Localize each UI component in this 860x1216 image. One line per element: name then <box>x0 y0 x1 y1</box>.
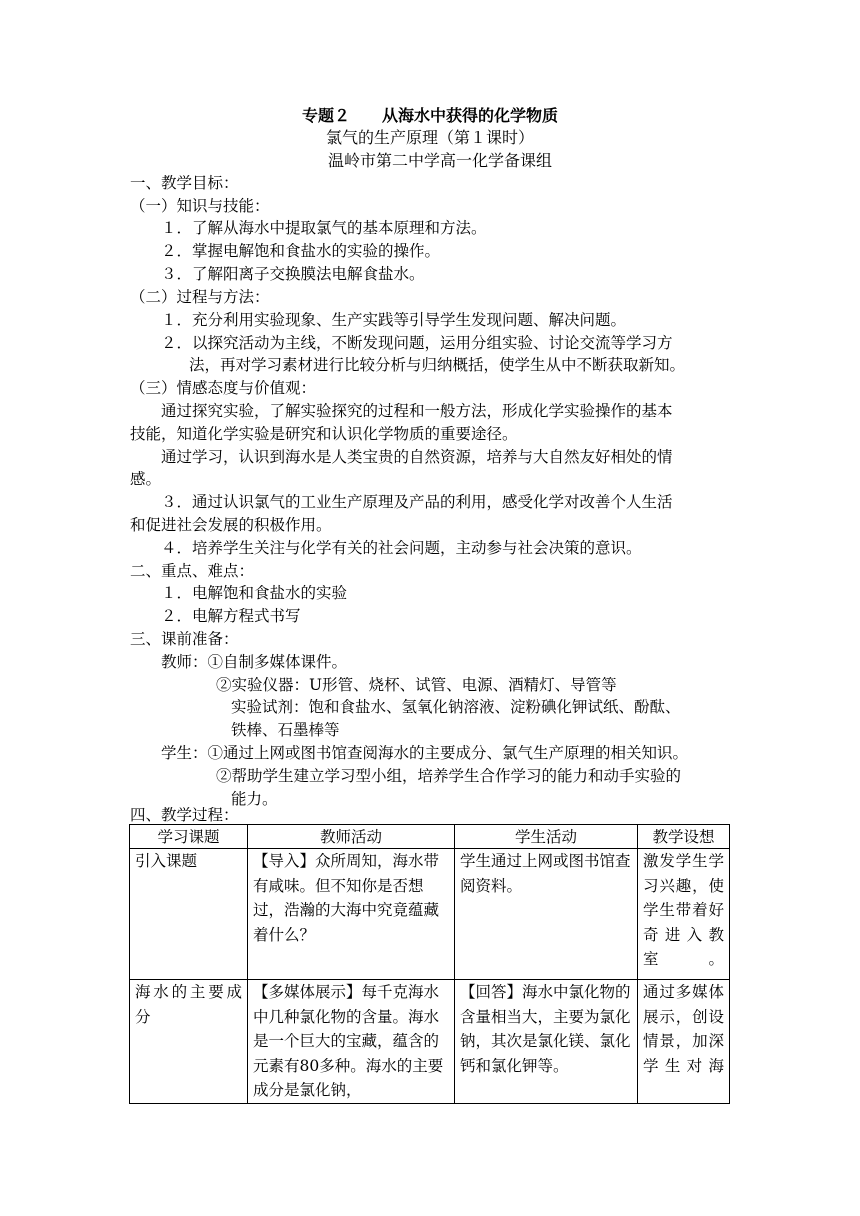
cell-teacher: 【导入】众所周知，海水带有咸味。但不知你是否想过，浩瀚的大海中究竟蕴藏着什么？ <box>248 849 455 980</box>
cell-design: 通过多媒体展示，创设情景，加深学生对海 <box>638 980 730 1104</box>
lesson-subtitle: 氯气的生产原理（第１课时） <box>325 128 534 147</box>
knowledge-item: １．了解从海水中提取氯气的基本原理和方法。 <box>161 219 487 237</box>
student-prep: ②帮助学生建立学习型小组，培养学生合作学习的能力和动手实验的 <box>216 767 682 785</box>
section-heading-process: 四、教学过程： <box>130 806 239 824</box>
author-line: 温岭市第二中学高一化学备课组 <box>327 151 552 170</box>
section-heading-keypoints: 二、重点、难点： <box>130 562 255 580</box>
keypoint-item: １．电解饱和食盐水的实验 <box>161 584 348 602</box>
column-header-teacher: 教师活动 <box>248 825 455 849</box>
column-header-design: 教学设想 <box>638 825 730 849</box>
cell-design: 激发学生学习兴趣，使学生带着好奇进入教室。 <box>638 849 730 980</box>
keypoint-item: ２．电解方程式书写 <box>161 607 301 625</box>
attitude-paragraph: 通过学习，认识到海水是人类宝贵的自然资源，培养与大自然友好相处的情 <box>161 448 673 466</box>
subheading-knowledge: （一）知识与技能： <box>130 197 270 215</box>
column-header-student: 学生活动 <box>455 825 638 849</box>
teaching-process-table <box>129 824 730 1104</box>
attitude-paragraph: ４．培养学生关注与化学有关的社会问题，主动参与社会决策的意识。 <box>161 539 642 557</box>
table-row <box>130 849 730 980</box>
cell-teacher: 【多媒体展示】每千克海水中几种氯化物的含量。海水是一个巨大的宝藏，蕴含的元素有80多种。海水的主要成分是氯化钠， <box>248 980 455 1104</box>
student-prep-cont: 能力。 <box>231 790 278 808</box>
process-item-cont: 法，再对学习素材进行比较分析与归纳概括，使学生从中不断获取新知。 <box>189 356 686 374</box>
attitude-paragraph-cont: 和促进社会发展的积极作用。 <box>130 516 332 534</box>
attitude-paragraph: ３．通过认识氯气的工业生产原理及产品的利用，感受化学对改善个人生活 <box>161 493 673 511</box>
cell-student: 学生通过上网或图书馆查阅资料。 <box>455 849 638 980</box>
teacher-prep-cont: 铁棒、石墨棒等 <box>231 721 340 739</box>
student-prep: 学生：①通过上网或图书馆查阅海水的主要成分、氯气生产原理的相关知识。 <box>161 744 689 762</box>
process-item: ２．以探究活动为主线，不断发现问题，运用分组实验、讨论交流等学习方 <box>161 334 673 352</box>
document-title: 专题２ 从海水中获得的化学物质 <box>301 106 558 125</box>
subheading-process: （二）过程与方法： <box>130 288 270 306</box>
section-heading-preparation: 三、课前准备： <box>130 630 239 648</box>
attitude-paragraph-cont: 感。 <box>130 470 162 488</box>
table-header-row <box>130 825 730 849</box>
attitude-paragraph: 通过探究实验，了解实验探究的过程和一般方法，形成化学实验操作的基本 <box>161 402 673 420</box>
knowledge-item: ３．了解阳离子交换膜法电解食盐水。 <box>161 265 425 283</box>
process-item: １．充分利用实验现象、生产实践等引导学生发现问题、解决问题。 <box>161 311 627 329</box>
attitude-paragraph-cont: 技能，知道化学实验是研究和认识化学物质的重要途径。 <box>130 425 518 443</box>
teacher-prep: 教师：①自制多媒体课件。 <box>161 653 348 671</box>
cell-student: 【回答】海水中氯化物的含量相当大，主要为氯化钠，其次是氯化镁、氯化钙和氯化钾等。 <box>455 980 638 1104</box>
column-header-topic: 学习课题 <box>130 825 248 849</box>
cell-topic: 引入课题 <box>130 849 248 980</box>
table-row <box>130 980 730 1104</box>
subheading-attitude: （三）情感态度与价值观： <box>130 379 317 397</box>
section-heading-objectives: 一、教学目标： <box>130 174 239 192</box>
teacher-prep: ②实验仪器：U形管、烧杯、试管、电源、酒精灯、导管等 <box>216 676 617 694</box>
teacher-prep: 实验试剂：饱和食盐水、氢氧化钠溶液、淀粉碘化钾试纸、酚酞、 <box>231 698 681 716</box>
cell-topic: 海水的主要成分 <box>130 980 248 1104</box>
knowledge-item: ２．掌握电解饱和食盐水的实验的操作。 <box>161 242 441 260</box>
